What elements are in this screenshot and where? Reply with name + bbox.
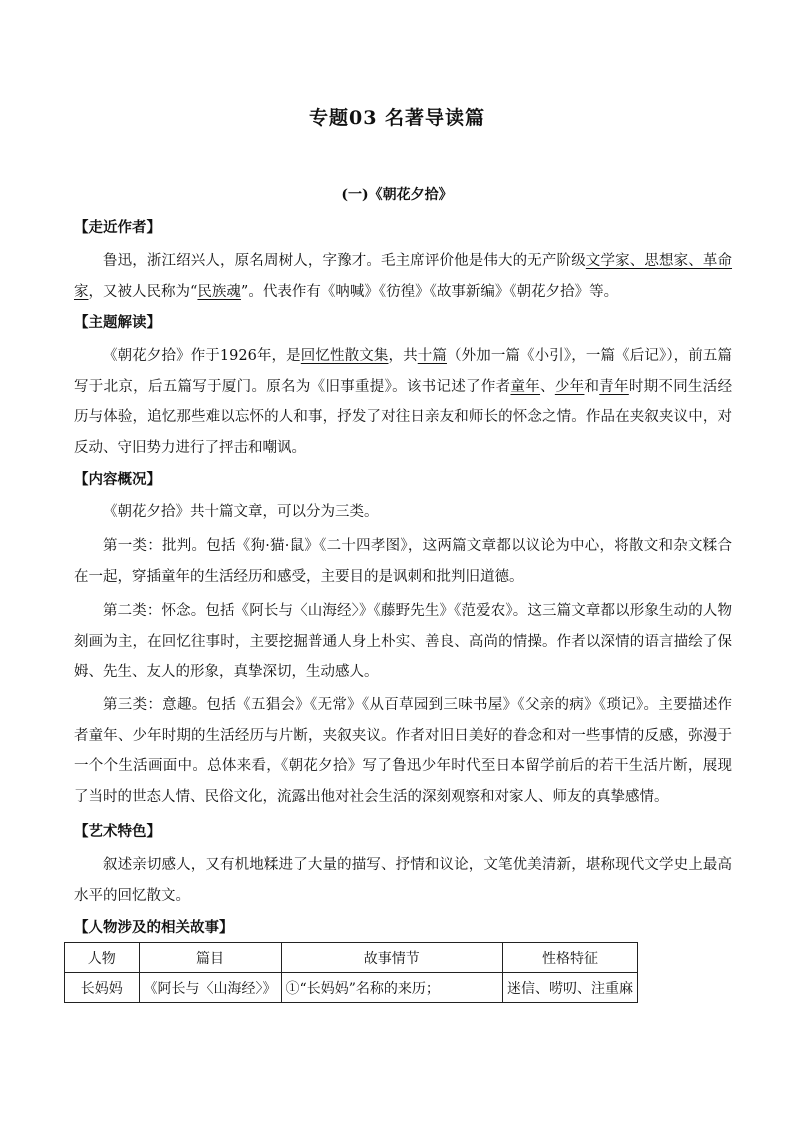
story-table: [64, 942, 638, 1003]
underlined-term: 民族魂: [197, 283, 241, 300]
art-paragraph: 叙述亲切感人，又有机地糅进了大量的描写、抒情和议论，文笔优美清新，堪称现代文学史上最高水平的回忆散文。: [74, 857, 732, 904]
content-type2: 第二类：怀念。包括《阿长与〈山海经〉》《藤野先生》《范爱农》。这三篇文章都以形象生动的人物刻画为主，在回忆往事时，主要挖掘普通人身上朴实、善良、高尚的情操。作者以深情的语言描绘了保姆、先生、友人的形象，真挚深切，生动感人。: [74, 603, 732, 680]
author-paragraph: [74, 246, 732, 307]
column-header: 篇目: [139, 943, 281, 973]
column-header: 性格特征: [502, 943, 637, 973]
author-heading: 【走近作者】: [74, 219, 161, 236]
column-header: 人物: [65, 943, 140, 973]
content-type3: 第三类：意趣。包括《五猖会》《无常》《从百草园到三味书屋》《父亲的病》《琐记》。主要描述作者童年、少年时期的生活经历与片断，夹叙夹议。作者对旧日美好的眷念和对一些事情的反感，弥漫于一个个生活画面中。总体来看，《朝花夕拾》写了鲁迅少年时代至日本留学前后的若干生活片断，展现了当时的世态人情、民俗文化，流露出他对社会生活的深刻观察和对家人、师友的真挚感情。: [74, 697, 732, 805]
text-span: 时期不同生活经历与体验，追忆那些难以忘怀的人和事，抒发了对往日亲友和师长的怀念之情。作品在夹叙夹议中，对反动、守旧势力进行了抨击和嘲讽。: [74, 378, 733, 456]
page-title: 专题03 名著导读篇: [308, 107, 486, 129]
underlined-term: 文学家、思想家、革命家: [74, 253, 733, 300]
text-span: ，又被人民称为“: [88, 283, 198, 300]
content-heading: 【内容概况】: [74, 471, 161, 488]
text-span: 《朝花夕拾》作于1926年，是: [103, 348, 301, 364]
underlined-term: 青年: [599, 378, 629, 395]
text-span: ，共: [388, 348, 418, 364]
art-heading: 【艺术特色】: [74, 823, 161, 840]
table-cell: 《阿长与〈山海经〉》: [139, 973, 281, 1003]
table-cell: ①“长妈妈”名称的来历；: [281, 973, 502, 1003]
theme-paragraph: [74, 341, 732, 463]
table-cell: 长妈妈: [65, 973, 140, 1003]
text-span: 、: [540, 378, 555, 395]
column-header: 故事情节: [281, 943, 502, 973]
story-heading: 【人物涉及的相关故事】: [74, 919, 234, 936]
text-span: （外加一篇《小引》，一篇《后记》），前五篇写于北京，后五篇写于厦门。原名为《旧事重提》。该书记述了作者: [74, 348, 733, 395]
section-subtitle: (一)《朝花夕拾》: [341, 187, 453, 203]
text-span: 鲁迅，浙江绍兴人，原名周树人，字豫才。毛主席评价他是伟大的无产阶级: [103, 253, 586, 269]
underlined-term: 童年: [510, 378, 541, 395]
content-intro: 《朝花夕拾》共十篇文章，可以分为三类。: [103, 504, 379, 520]
table-header-row: [65, 943, 638, 973]
theme-heading: 【主题解读】: [74, 314, 161, 331]
underlined-term: 少年: [554, 378, 585, 395]
underlined-term: 回忆性散文集: [300, 348, 389, 364]
content-type1: 第一类：批判。包括《狗·猫·鼠》《二十四孝图》，这两篇文章都以议论为中心，将散文和杂文糅合在一起，穿插童年的生活经历和感受，主要目的是讽刺和批判旧道德。: [74, 538, 732, 585]
table-row: [65, 973, 638, 1003]
underlined-term: 十篇: [417, 348, 447, 364]
text-span: 和: [584, 378, 600, 395]
table-cell: 迷信、唠叨、注重麻: [502, 973, 637, 1003]
text-span: ”。代表作有《呐喊》《彷徨》《故事新编》《朝花夕拾》等。: [240, 283, 619, 300]
